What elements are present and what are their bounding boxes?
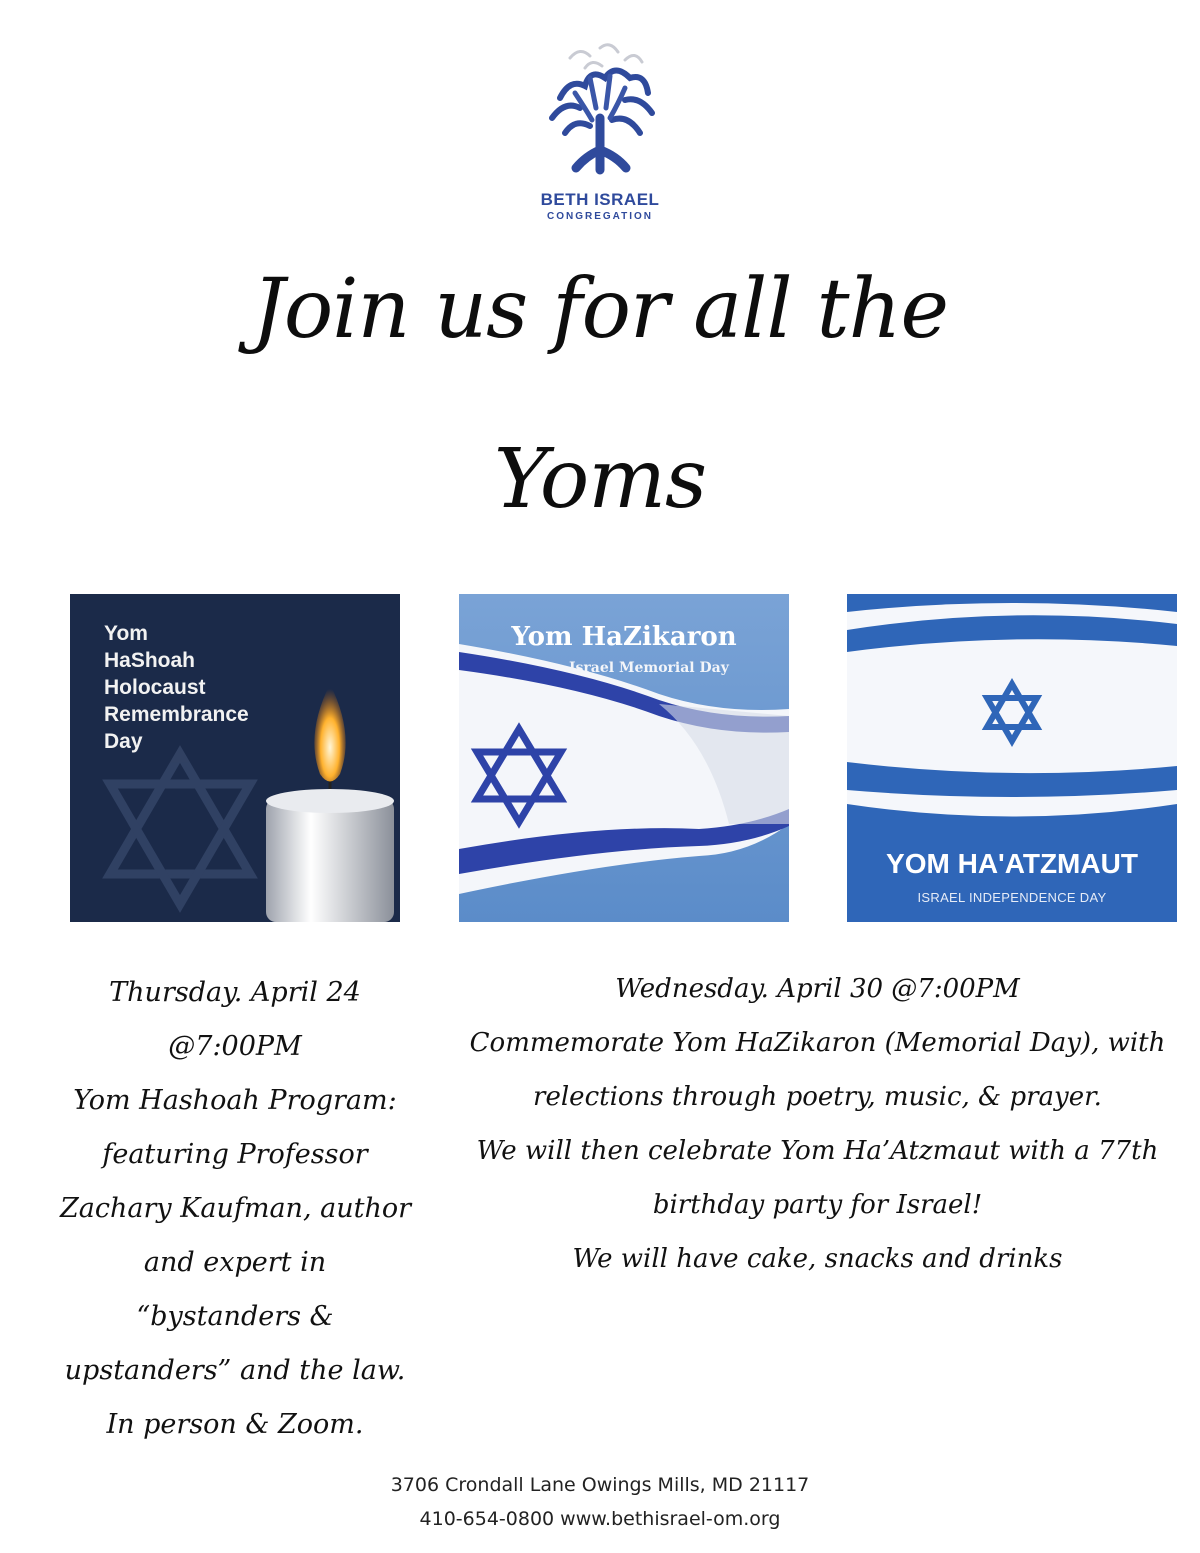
tile-title-line: Yom [104,622,148,645]
tree-icon [530,38,670,188]
event-line: Wednesday. April 30 @7:00PM [615,974,1020,1004]
event-line: @7:00PM [168,1031,302,1062]
tile-title-line: Remembrance [104,703,249,726]
event-line: upstanders” and the law. [64,1355,406,1386]
yom-hazikaron-title: Yom HaZikaron [511,622,737,652]
yom-hazikaron-subtitle: Israel Memorial Day [569,660,729,676]
footer-address: 3706 Crondall Lane Owings Mills, MD 21117 [390,1474,810,1496]
tile-title-line: Holocaust [104,676,206,699]
event-line: featuring Professor [102,1139,368,1170]
yom-hazikaron-haatzmaut-event [455,962,1180,1286]
tile-title-line: Day [104,730,143,753]
headline-line-1: Join us for all the [252,262,948,357]
yom-hashoah-title [104,620,324,755]
event-line: We will then celebrate Yom Ha’Atzmaut with a 77th [476,1136,1159,1166]
event-line: Zachary Kaufman, author [60,1193,411,1224]
event-line: Thursday. April 24 [109,977,361,1008]
event-line: Yom Hashoah Program: [73,1085,397,1116]
event-line: birthday party for Israel! [652,1190,983,1220]
logo-subtitle: CONGREGATION [546,211,654,222]
event-line: In person & Zoom. [106,1409,364,1440]
logo-name: BETH ISRAEL [540,190,660,209]
yom-hazikaron-image [459,594,789,922]
yom-haatzmaut-image [847,594,1177,922]
yom-hashoah-image [70,594,400,922]
yom-hashoah-event [60,966,410,1452]
event-line: relections through poetry, music, & prayer. [533,1082,1102,1112]
event-line: We will have cake, snacks and drinks [572,1244,1063,1274]
yom-haatzmaut-subtitle: ISRAEL INDEPENDENCE DAY [917,890,1107,905]
event-line: “bystanders & [136,1301,334,1332]
tile-title-line: HaShoah [104,649,196,672]
congregation-logo [520,38,680,238]
event-line: Commemorate Yom HaZikaron (Memorial Day), with [469,1028,1166,1058]
yom-haatzmaut-title: YOM HA'ATZMAUT [886,848,1138,879]
footer-contact[interactable]: 410-654-0800 www.bethisrael-om.org [419,1508,781,1530]
headline-line-2: Yoms [493,432,707,527]
event-line: and expert in [143,1247,327,1278]
